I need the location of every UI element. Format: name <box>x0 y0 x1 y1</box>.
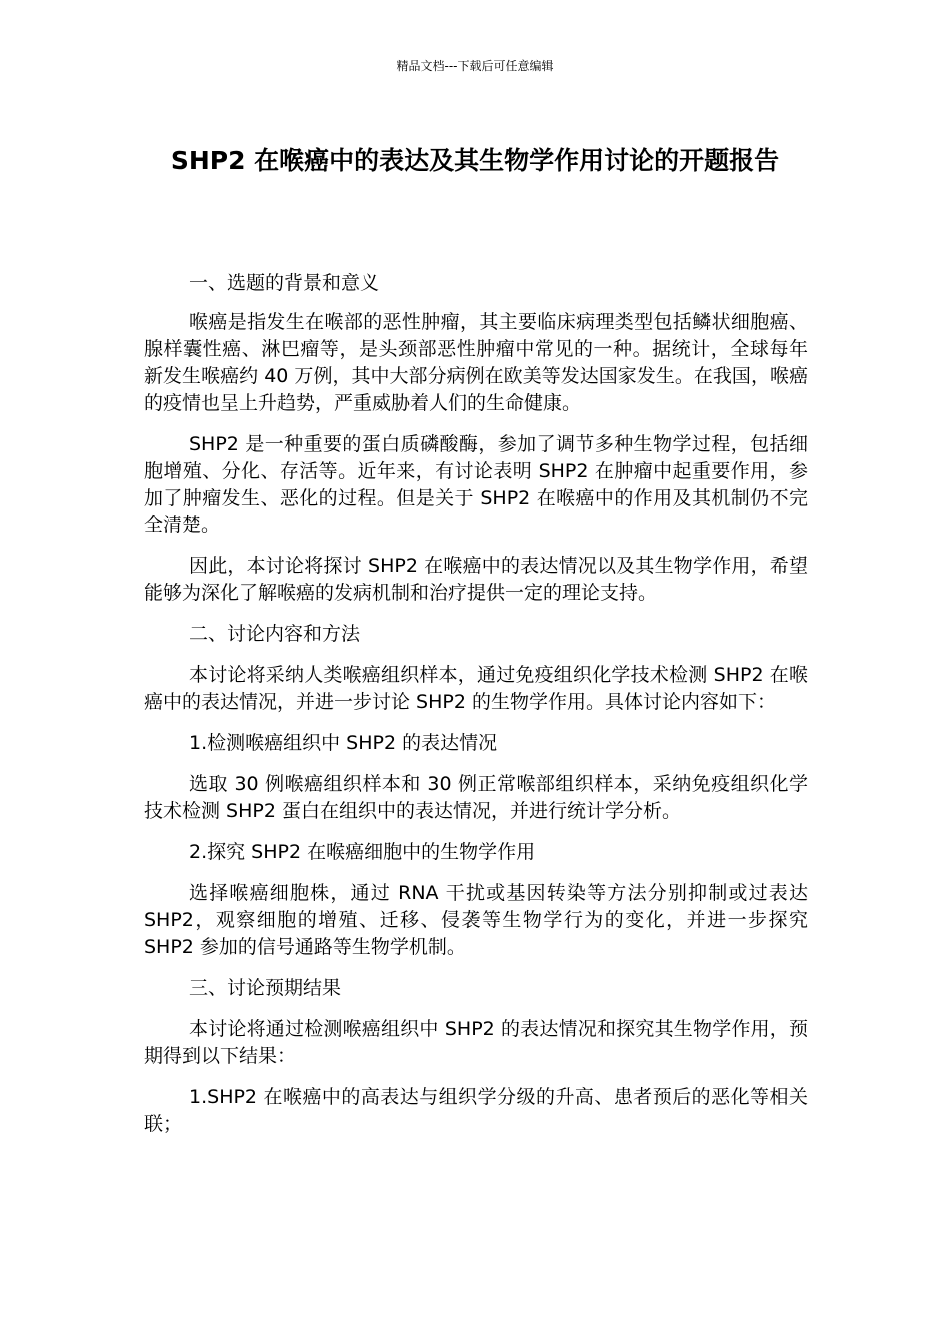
section-1-paragraph-2: SHP2 是一种重要的蛋白质磷酸酶，参加了调节多种生物学过程，包括细胞增殖、分化、存活等。近年来，有讨论表明 SHP2 在肿瘤中起重要作用，参加了肿瘤发生、恶化的过程。但是关于 SHP2 在喉癌中的作用及其机制仍不完全清楚。 <box>144 433 808 536</box>
section-3-heading: 三、讨论预期结果 <box>189 977 342 999</box>
section-2-item-2: 2.探究 SHP2 在喉癌细胞中的生物学作用 <box>189 841 536 863</box>
document-title: SHP2 在喉癌中的表达及其生物学作用讨论的开题报告 <box>170 146 780 175</box>
section-2-item-1-paragraph: 选取 30 例喉癌组织样本和 30 例正常喉部组织样本，采纳免疫组织化学技术检测 SHP2 蛋白在组织中的表达情况，并进行统计学分析。 <box>144 773 808 822</box>
section-3-paragraph-1: 本讨论将通过检测喉癌组织中 SHP2 的表达情况和探究其生物学作用，预期得到以下结果： <box>144 1018 808 1067</box>
section-2-paragraph-1: 本讨论将采纳人类喉癌组织样本，通过免疫组织化学技术检测 SHP2 在喉癌中的表达情况，并进一步讨论 SHP2 的生物学作用。具体讨论内容如下： <box>144 664 808 713</box>
header-note: 精品文档---下载后可任意编辑 <box>396 59 554 73</box>
section-3-item-1: 1.SHP2 在喉癌中的高表达与组织学分级的升高、患者预后的恶化等相关联； <box>144 1086 808 1135</box>
section-1-heading: 一、选题的背景和意义 <box>189 272 380 294</box>
section-1-paragraph-1: 喉癌是指发生在喉部的恶性肿瘤，其主要临床病理类型包括鳞状细胞癌、腺样囊性癌、淋巴瘤等，是头颈部恶性肿瘤中常见的一种。据统计，全球每年新发生喉癌约 40 万例，其中大部分病例在欧美等发达国家发生。在我国，喉癌的疫情也呈上升趋势，严重威胁着人们的生命健康。 <box>144 311 808 414</box>
section-2-item-1: 1.检测喉癌组织中 SHP2 的表达情况 <box>189 732 498 754</box>
section-1-paragraph-3: 因此，本讨论将探讨 SHP2 在喉癌中的表达情况以及其生物学作用，希望能够为深化了解喉癌的发病机制和治疗提供一定的理论支持。 <box>144 555 808 604</box>
section-2-heading: 二、讨论内容和方法 <box>189 623 361 645</box>
section-2-item-2-paragraph: 选择喉癌细胞株，通过 RNA 干扰或基因转染等方法分别抑制或过表达 SHP2，观察细胞的增殖、迁移、侵袭等生物学行为的变化，并进一步探究 SHP2 参加的信号通路等生物学机制。 <box>144 882 808 958</box>
document-body <box>144 270 808 1138</box>
